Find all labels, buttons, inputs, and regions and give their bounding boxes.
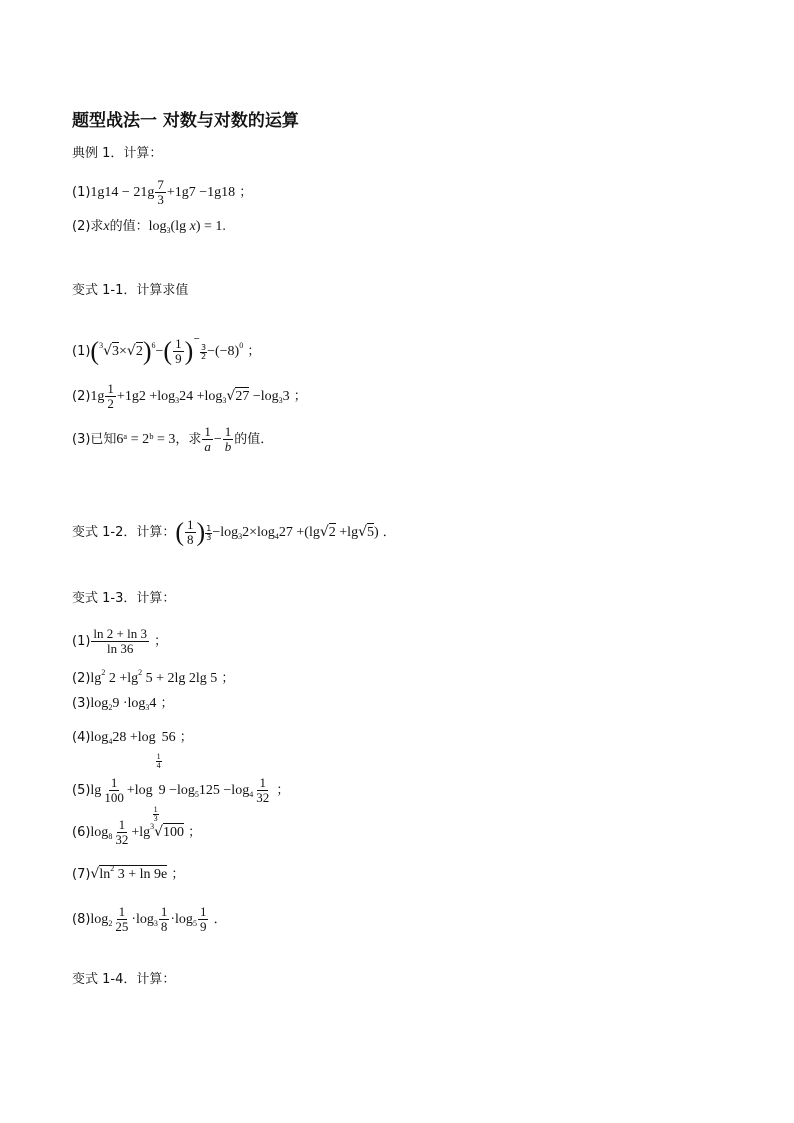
part-text: 的值：	[109, 219, 149, 234]
variant-1-3-part-6: $(6)\log_8$ $\frac{1}{32}$ $+\lg^3√100$ ；	[72, 817, 202, 847]
equation: $\log_3(\lg$ x) = 1.	[148, 219, 226, 235]
part-label: (2)	[72, 671, 91, 686]
variant-1-1-part-1: $(1)(^3√3\times√2)^6-$( $\frac{1}{9}$ )− $\frac{3}{2}$ $-(-8)^0$ ；	[72, 334, 261, 366]
part-label: (3)	[72, 696, 91, 711]
part-label: (4)	[72, 730, 91, 745]
variable-x: x	[103, 219, 110, 234]
part-label: (8)	[72, 912, 91, 927]
part-label: (3)已知	[72, 432, 117, 447]
variant-1-1-part-3: (3)已知6ᵃ = 2ᵇ = 3，求 $\frac{1}{a}$ − $\frac{1}{b}$ 的值．	[72, 424, 274, 454]
variant-1-3-part-5: (5)lg $\frac{1}{100}$ +log $\frac{1}{3}$ $9 -\log_5125 -\log_4$ $\frac{1}{32}$ ；	[72, 775, 290, 823]
variant-1-2: 变式 1-2．计算：( $\frac{1}{8}$ ) $\frac{1}{3}$ $-\log_32\times\log_427 +(\lg√2 +\lg√5)$ ．	[72, 517, 396, 547]
part-label: (6)	[72, 825, 91, 840]
variant-1-2-heading: 变式 1-2．计算：	[72, 525, 176, 540]
variant-1-3-heading: 变式 1-3．计算：	[72, 591, 176, 606]
part-label: (1)	[72, 634, 91, 649]
variant-1-3-part-3: $(3)\log_29 \cdot\log_34$ ；	[72, 696, 174, 712]
page-title: 题型战法一 对数与对数的运算	[72, 111, 299, 131]
variant-1-3-part-1: (1) $\frac{\ln 2 + \ln 3}{\ln 36}$ ；	[72, 626, 168, 656]
part-label: (2)求	[72, 219, 104, 234]
condition: 6ᵃ = 2ᵇ = 3	[116, 432, 176, 447]
part-label: (7)	[72, 867, 91, 882]
variant-1-3-part-8: $(8)\log_2$ $\frac{1}{25}$ $\cdot\log_3$ $\frac{1}{8}$ $\cdot\log_5$ $\frac{1}{9}$ ．	[72, 904, 227, 934]
example-1-part-2	[72, 219, 226, 239]
part-label: (5)	[72, 783, 91, 798]
part-label: (1)	[72, 185, 91, 200]
variant-1-3-part-2: $(2)\lg^2$ $2 +\lg^2$ 5 + 2lg 2lg 5 ；	[72, 668, 235, 686]
part-text: ，求	[175, 432, 202, 447]
variant-1-3-part-7: $(7)√\ln^2$ 3 + ln 9e ；	[72, 864, 185, 882]
variant-1-3-part-4: $(4)\log_428 +\log$ $\frac{1}{4}$ 56 ；	[72, 730, 193, 770]
variant-1-4-heading: 变式 1-4．计算：	[72, 972, 176, 987]
example-1-heading: 典例 1．计算：	[72, 146, 163, 161]
variant-1-1-heading: 变式 1-1．计算求值	[72, 283, 189, 298]
part-label: (2)	[72, 389, 91, 404]
example-1-part-1: (1)1g14 − 21g $\frac{7}{3}$ +1g7 −1g18 ；	[72, 177, 253, 207]
fraction: $\frac{7}{3}$	[157, 177, 164, 207]
part-text: 的值．	[234, 432, 274, 447]
part-label: (1)	[72, 344, 91, 359]
variant-1-1-part-2: (2)1g $\frac{1}{2}$ $+1g2 +\log_324 +\log_3√27 -\log_33$ ；	[72, 381, 307, 411]
